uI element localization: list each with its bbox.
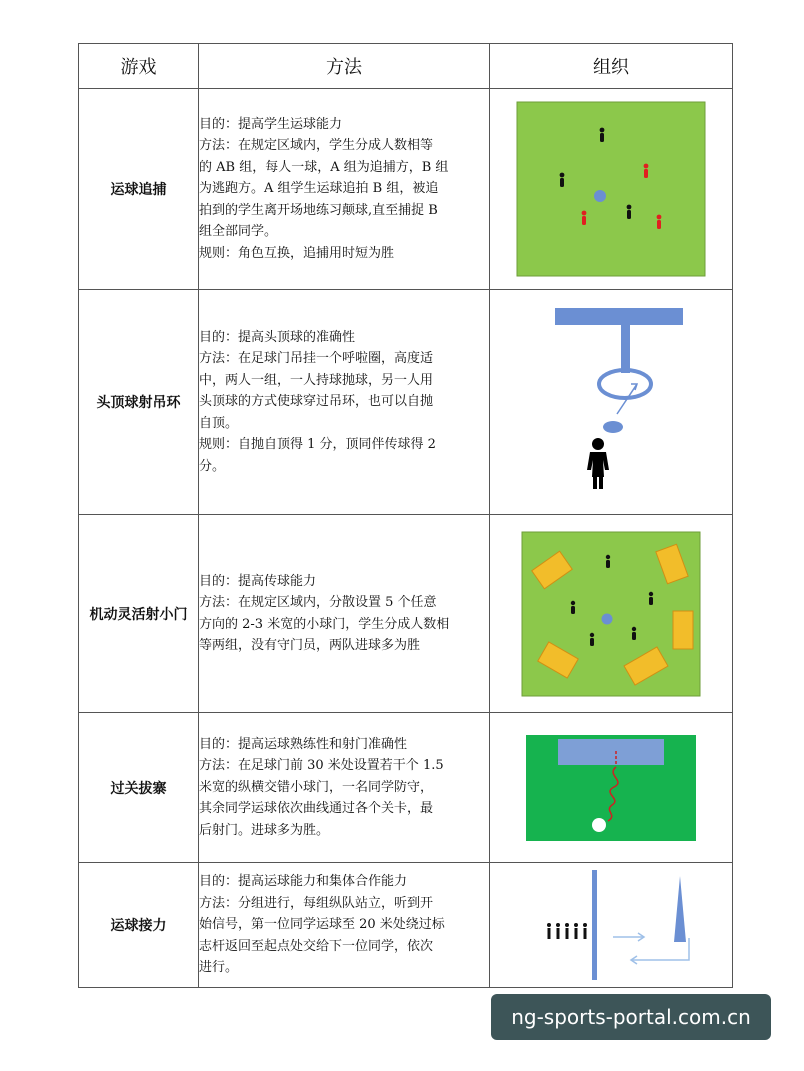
header-organization: 组织 xyxy=(490,44,733,89)
table-row xyxy=(79,89,733,290)
method-line: 为逃跑方。A 组学生运球追拍 B 组，被追 xyxy=(199,181,439,197)
method-line: 米宽的纵横交错小球门，一名同学防守， xyxy=(199,779,434,795)
watermark: ng-sports-portal.com.cn xyxy=(491,994,771,1040)
red-player-icon xyxy=(582,211,587,225)
method-line: 规则：角色互换，追捕用时短为胜 xyxy=(199,245,395,261)
method-line: 分。 xyxy=(199,458,226,474)
table-row xyxy=(79,863,733,988)
method-line: 拍到的学生离开场地练习颠球,直至捕捉 B xyxy=(199,202,438,218)
ball-icon xyxy=(603,421,623,433)
small-goals-diagram xyxy=(521,531,701,697)
pitch-curve-diagram xyxy=(526,735,696,841)
dribble-chase-diagram xyxy=(516,101,706,277)
header-method: 方法 xyxy=(199,44,490,89)
diagram-cell xyxy=(490,515,733,713)
red-player-icon xyxy=(657,215,662,229)
method-line: 志杆返回至起点处交给下一位同学，依次 xyxy=(199,938,434,954)
game-name: 头顶球射吊环 xyxy=(79,290,199,515)
method-line: 其余同学运球依次曲线通过各个关卡，最 xyxy=(199,801,434,817)
red-player-icon xyxy=(644,164,649,178)
method-line: 规则：自抛自顶得 1 分，顶同伴传球得 2 xyxy=(199,437,436,453)
ball-icon xyxy=(602,613,613,624)
start-line-icon xyxy=(592,870,597,980)
method-text xyxy=(199,290,490,515)
ball-icon xyxy=(592,818,606,832)
method-line: 自顶。 xyxy=(199,415,239,431)
header-game: 游戏 xyxy=(79,44,199,89)
header-row xyxy=(79,44,733,89)
method-line: 目的：提高学生运球能力 xyxy=(199,116,343,132)
method-text xyxy=(199,89,490,290)
relay-diagram xyxy=(521,868,701,983)
relay-players-icon xyxy=(547,923,587,939)
method-text xyxy=(199,863,490,988)
game-name: 机动灵活射小门 xyxy=(79,515,199,713)
games-table xyxy=(78,43,733,988)
game-name: 运球追捕 xyxy=(79,89,199,290)
diagram-cell xyxy=(490,290,733,515)
method-line: 组全部同学。 xyxy=(199,224,278,240)
hanging-hoop-diagram xyxy=(531,302,691,502)
method-line: 方法：在足球门前 30 米处设置若干个 1.5 xyxy=(199,758,444,774)
marker-pole-icon xyxy=(674,876,686,942)
method-line: 目的：提高运球熟练性和射门准确性 xyxy=(199,736,408,752)
method-line: 后射门。进球多为胜。 xyxy=(199,822,330,838)
player-silhouette-icon xyxy=(587,438,609,489)
method-line: 方法：在规定区域内，学生分成人数相等 xyxy=(199,138,434,154)
game-name: 过关拔寨 xyxy=(79,713,199,863)
game-name: 运球接力 xyxy=(79,863,199,988)
method-line: 的 AB 组，每人一球，A 组为追捕方，B 组 xyxy=(199,159,449,175)
method-line: 等两组，没有守门员，两队进球多为胜 xyxy=(199,638,421,653)
method-line: 目的：提高运球能力和集体合作能力 xyxy=(199,874,408,890)
diagram-cell xyxy=(490,863,733,988)
goal-area-icon xyxy=(558,739,664,765)
ball-icon xyxy=(594,190,606,202)
method-text xyxy=(199,713,490,863)
black-player-icon xyxy=(600,128,605,142)
diagram-cell xyxy=(490,713,733,863)
method-line: 方法：分组进行，每组纵队站立，听到开 xyxy=(199,895,434,911)
method-line: 方法：在规定区域内，分散设置 5 个任意 xyxy=(199,595,437,610)
table-row xyxy=(79,515,733,713)
method-line: 进行。 xyxy=(199,960,239,976)
black-player-icon xyxy=(560,173,565,187)
method-line: 头顶球的方式使球穿过吊环，也可以自抛 xyxy=(199,394,434,410)
crossbar-icon xyxy=(555,308,683,325)
method-line: 中，两人一组，一人持球抛球，另一人用 xyxy=(199,372,434,388)
table-row xyxy=(79,713,733,863)
method-text xyxy=(199,515,490,713)
method-line: 方法：在足球门吊挂一个呼啦圈，高度适 xyxy=(199,351,434,367)
diagram-cell xyxy=(490,89,733,290)
small-goal-icon xyxy=(673,611,693,649)
hoop-icon xyxy=(599,370,651,398)
method-line: 始信号，第一位同学运球至 20 米处绕过标 xyxy=(199,917,445,933)
method-line: 目的：提高传球能力 xyxy=(199,573,317,589)
black-player-icon xyxy=(627,205,632,219)
method-line: 方向的 2-3 米宽的小球门，学生分成人数相 xyxy=(199,616,450,632)
table-row xyxy=(79,290,733,515)
hanger-icon xyxy=(621,325,630,373)
method-line: 目的：提高头顶球的准确性 xyxy=(199,329,356,345)
